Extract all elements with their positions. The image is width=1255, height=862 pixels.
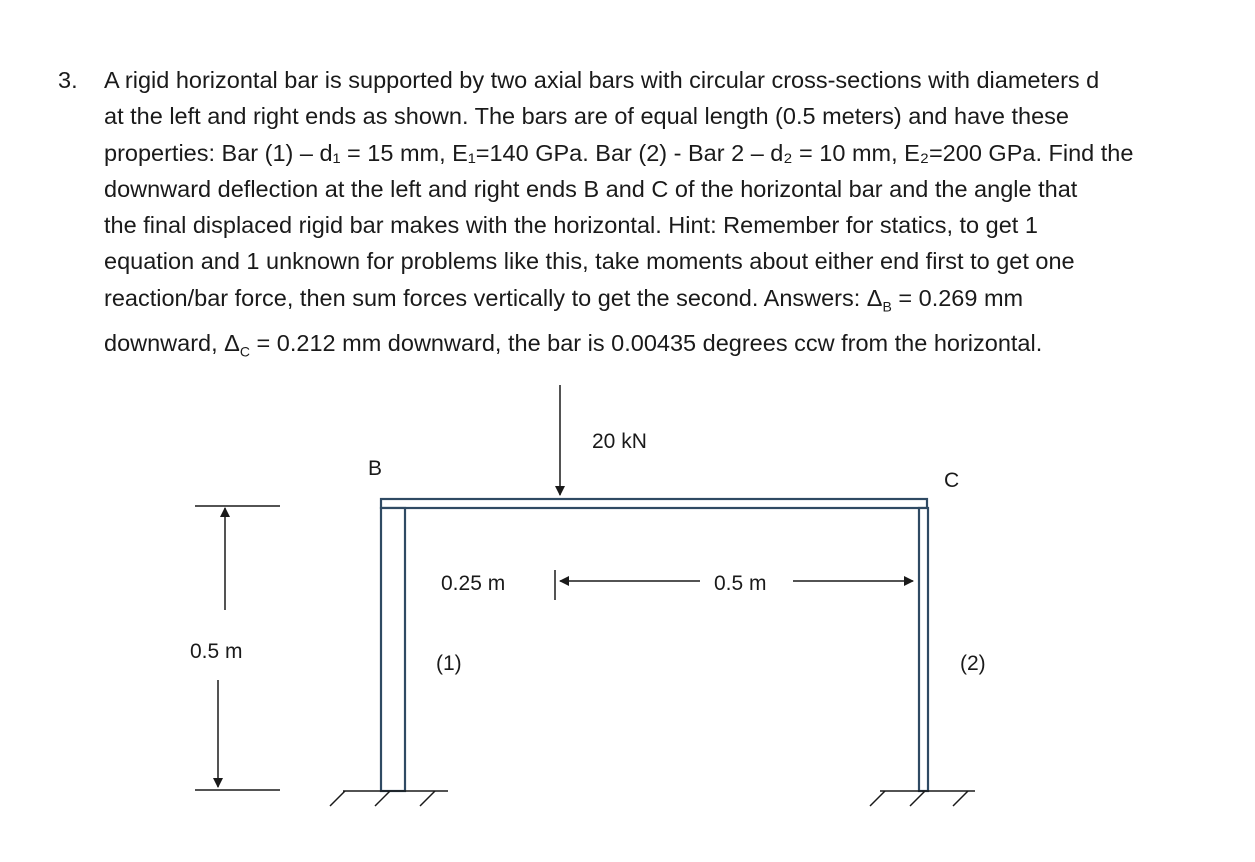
problem-line-1: A rigid horizontal bar is supported by two axial bars with circular cross-sections with diameters d: [104, 67, 1100, 93]
delta-b-subscript: B: [882, 298, 892, 315]
problem-line-4: downward deflection at the left and right ends B and C of the horizontal bar and the angle that: [104, 175, 1078, 202]
ground-support-right: [870, 791, 975, 806]
load-label: 20 kN: [592, 430, 647, 453]
dim-right-span-label: 0.5 m: [714, 572, 767, 595]
ground-support-left: [330, 791, 448, 806]
bar-2: [919, 508, 928, 791]
line-7-prefix: reaction/bar force, then sum forces vertically to get the second. Answers: Δ: [104, 284, 883, 311]
line-7-suffix: = 0.269 mm: [891, 284, 1024, 311]
dim-left-span-label: 0.25 m: [441, 572, 506, 595]
bar-2-label: (2): [960, 652, 986, 675]
dim-height-label: 0.5 m: [190, 640, 243, 663]
problem-line-5: the final displaced rigid bar makes with the horizontal. Hint: Remember for statics, to get 1: [104, 212, 1038, 239]
rigid-bar: [381, 499, 927, 508]
problem-line-2: at the left and right ends as shown. The bars are of equal length (0.5 meters) and have these: [104, 103, 1069, 130]
bar-1: [381, 508, 405, 791]
point-c-label: C: [944, 469, 960, 492]
delta-c-subscript: C: [239, 343, 250, 360]
point-b-label: B: [368, 457, 383, 480]
problem-line-6: equation and 1 unknown for problems like this, take moments about either end first to get one: [104, 248, 1075, 275]
line-8-prefix: downward, Δ: [104, 329, 240, 356]
problem-number: 3.: [58, 67, 78, 93]
bar-1-label: (1): [436, 652, 462, 675]
line-8-suffix: = 0.212 mm downward, the bar is 0.00435 degrees ccw from the horizontal.: [250, 329, 1043, 356]
problem-line-3: properties: Bar (1) – d₁ = 15 mm, E₁=140 GPa. Bar (2) - Bar 2 – d₂ = 10 mm, E₂=200 GPa. Find the: [104, 139, 1134, 166]
